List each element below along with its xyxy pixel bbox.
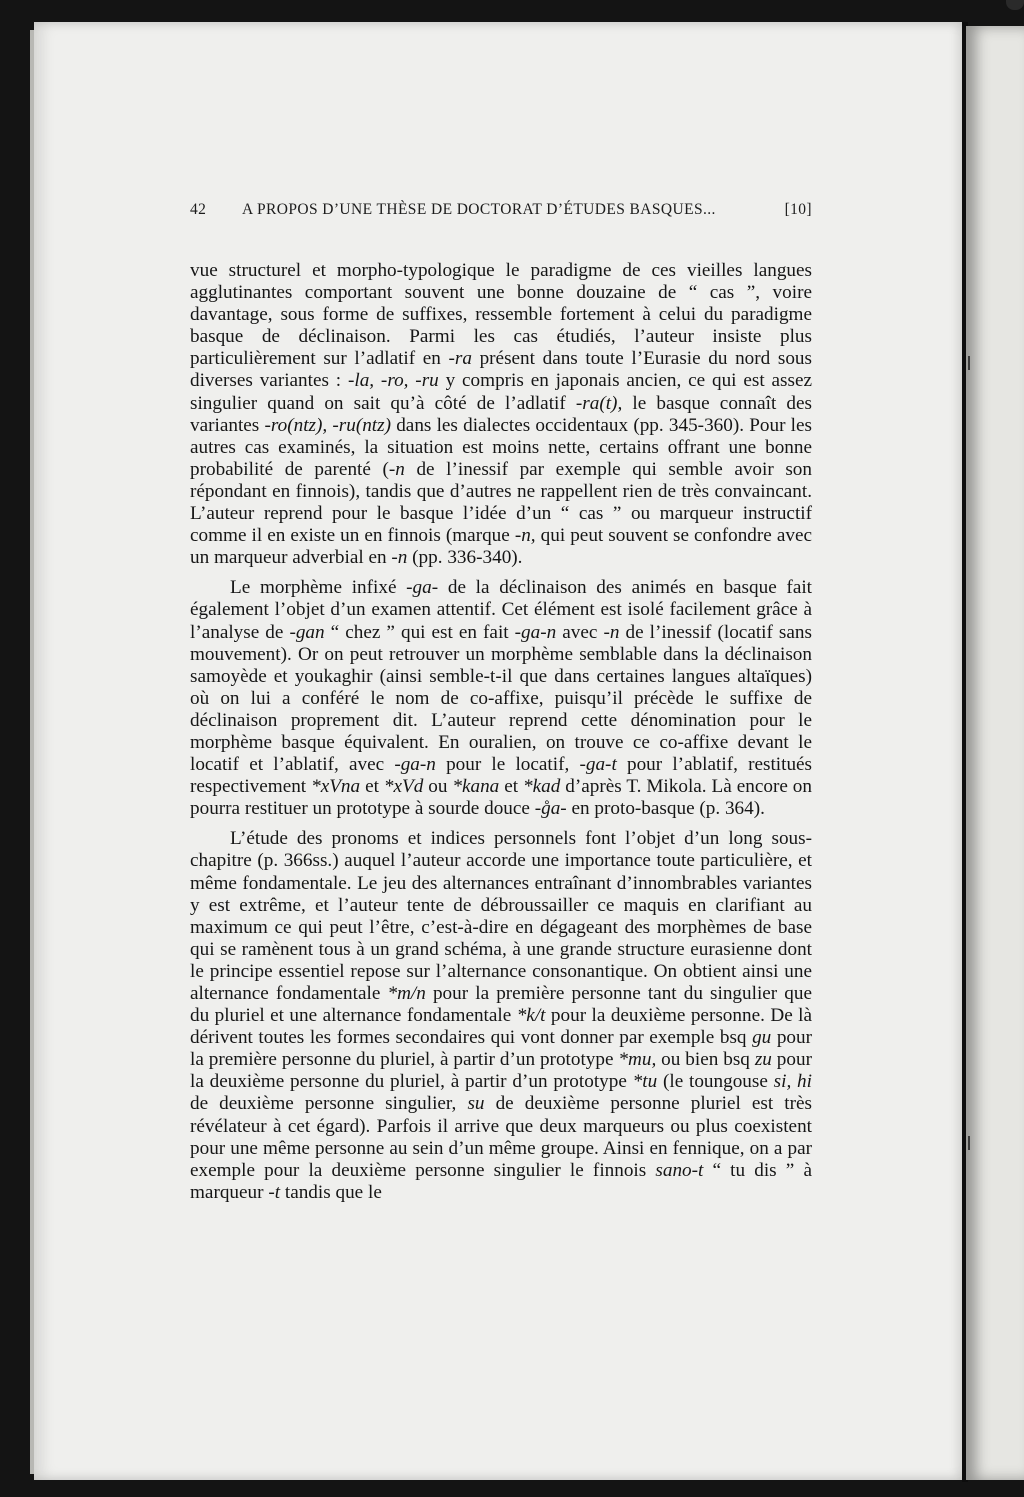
text-run: pour la première personne du pluriel, à partir d’un prototype — [190, 1027, 813, 1071]
paragraph-p3 — [190, 828, 812, 1204]
text-run: de l’inessif (locatif sans mouvement). Or on peut retrouver un morphème semblable dans la déclinaison samoyède et youkaghir (ainsi semble-t-il que dans certaines langues altaïques) où on lui a conféré le nom de co-affixe, puisqu’il précède le suffixe de déclinaison proprement dit. L’auteur reprend cette dénomination pour le morphème basque équivalent. En ouralien, on trouve ce co-affixe devant le locatif et l’ablatif, avec — [190, 621, 812, 776]
text-run: avec — [556, 621, 604, 643]
italic-term: -la, -ro, -ru — [347, 370, 439, 392]
text-run: y compris en japonais ancien, ce qui est assez singulier quand on sait qu’à côté de l’adlatif — [190, 370, 812, 414]
text-run: ou bien bsq — [656, 1049, 755, 1071]
italic-term: -ra(t), — [575, 392, 623, 414]
italic-term: -t — [268, 1181, 281, 1203]
running-title: A PROPOS D’UNE THÈSE DE DOCTORAT D’ÉTUDES BASQUES... — [242, 201, 716, 218]
text-run: de deuxième personne pluriel est très révélateur à cet égard). Parfois il arrive que deux marqueurs ou plus coexistent pour une même personne au sein d’un même groupe. Ainsi en fennique, on a par exemple pour la deuxième personne singulier le finnois — [190, 1093, 812, 1181]
text-run: “ tu dis ” à marqueur — [190, 1159, 812, 1203]
text-run: pour le locatif, — [435, 754, 580, 776]
italic-term: *k/t — [516, 1005, 546, 1027]
italic-term: *m/n — [387, 983, 426, 1004]
text-run: Le morphème infixé — [230, 577, 407, 599]
text-run: d’après T. Mikola. Là encore on pourra restituer un prototype à sourde douce — [190, 776, 812, 820]
italic-term: -n, — [514, 525, 536, 547]
text-run: présent dans toute l’Eurasie du nord sous diverses variantes : — [190, 348, 812, 392]
italic-term: sano-t — [655, 1159, 704, 1181]
paragraph-p1 — [190, 260, 812, 569]
body-text — [190, 260, 812, 1212]
italic-term: -gan — [289, 621, 325, 643]
italic-term: *kad — [523, 776, 561, 798]
edge-mark — [968, 356, 970, 370]
italic-term: -ra — [448, 348, 472, 370]
text-run: en proto-basque (p. 364). — [566, 798, 765, 820]
text-run: “ chez ” qui est en fait — [324, 621, 515, 643]
italic-term: -n — [603, 621, 620, 643]
italic-term: -ga-n — [394, 754, 436, 776]
italic-term: *mu, — [618, 1049, 657, 1071]
text-run: (pp. 336-340). — [407, 547, 523, 569]
text-run: de la déclinaison des animés en basque fait également l’objet d’un examen attentif. Cet élément est isolé facilement grâce à l’analyse de — [190, 577, 813, 643]
italic-term: *xVd — [383, 776, 424, 798]
right-page-edge — [966, 26, 1024, 1480]
italic-term: *tu — [632, 1071, 658, 1093]
text-run: et — [360, 776, 384, 798]
text-run: de l’inessif par exemple qui semble avoir son répondant en finnois), tandis que d’autres ne rappellent rien de très convaincant. L’auteur reprend pour le basque l’idée d’un “ cas ” ou marqueur instructif comme il en existe un en finnois (marque — [190, 458, 812, 547]
text-run: pour l’ablatif, restitués respectivement — [190, 754, 813, 798]
text-run: (le toungouse — [657, 1071, 774, 1093]
italic-term: -n — [388, 458, 405, 480]
edge-mark — [968, 1136, 970, 1150]
text-run: qui peut souvent se confondre avec un marqueur adverbial en — [190, 525, 812, 569]
text-run: de deuxième personne singulier, — [190, 1093, 468, 1115]
running-head — [190, 201, 812, 225]
italic-term: -ga-n — [514, 621, 557, 643]
italic-term: zu — [754, 1049, 772, 1071]
italic-term: su — [467, 1093, 485, 1115]
text-run: dans les dialectes occidentaux (pp. 345-360). Pour les autres cas examinés, la situation est moins nette, certains offrant une bonne probabilité de parenté ( — [190, 414, 812, 480]
folio-number: [10] — [784, 201, 812, 218]
text-run: tandis que le — [280, 1181, 382, 1203]
italic-term: -g̊a- — [534, 798, 567, 820]
paragraph-p2 — [190, 577, 812, 820]
italic-term: si, hi — [773, 1071, 812, 1093]
italic-term: gu — [752, 1027, 772, 1049]
italic-term: *xVna — [311, 776, 361, 798]
text-run: pour la deuxième personne. De là dérivent toutes les formes secondaires qui vont donner par exemple bsq — [190, 1005, 813, 1049]
page-edge — [30, 30, 34, 1474]
text-run: et — [499, 776, 524, 798]
italic-term: -ga- — [406, 577, 439, 599]
italic-term: *kana — [452, 776, 500, 798]
text-run: ou — [423, 776, 453, 798]
text-run: vue structurel et morpho-typologique le paradigme de ces vieilles langues agglutinantes comportant souvent une bonne douzaine de “ cas ”, voire davantage, sous forme de suffixes, ressemble fortement à celui du paradigme basque de déclinaison. Parmi les cas étudiés, l’auteur insiste plus particulièrement sur l’adlatif en — [190, 260, 812, 370]
italic-term: -n — [391, 547, 408, 569]
text-run: pour la deuxième personne du pluriel, à partir d’un prototype — [190, 1049, 812, 1093]
italic-term: -ga-t — [579, 754, 617, 776]
italic-term: -ro(ntz), -ru(ntz) — [264, 414, 391, 436]
text-run: le basque connaît des variantes — [190, 392, 812, 436]
corner-shadow — [1006, 0, 1024, 10]
text-run: L’étude des pronoms et indices personnels font l’objet d’un long sous-chapitre (p. 366ss.) auquel l’auteur accorde une importance toute particulière, et même fondamentale. Le jeu des alternances entraînant d’innombrables variantes y est extrême, et l’auteur tente de débroussailler ce maquis en clarifiant au maximum ce qui peut l’être, c’est-à-dire en dégageant des morphèmes de base qui se ramènent tous à un grand schéma, à une grande structure eurasienne dont le principe essentiel repose sur l’alternance consonantique. On obtient ainsi une alternance fondamentale — [190, 828, 812, 1004]
text-run: pour la première personne tant du singulier que du pluriel et une alternance fondamentale — [190, 983, 812, 1027]
page-number: 42 — [190, 201, 207, 218]
